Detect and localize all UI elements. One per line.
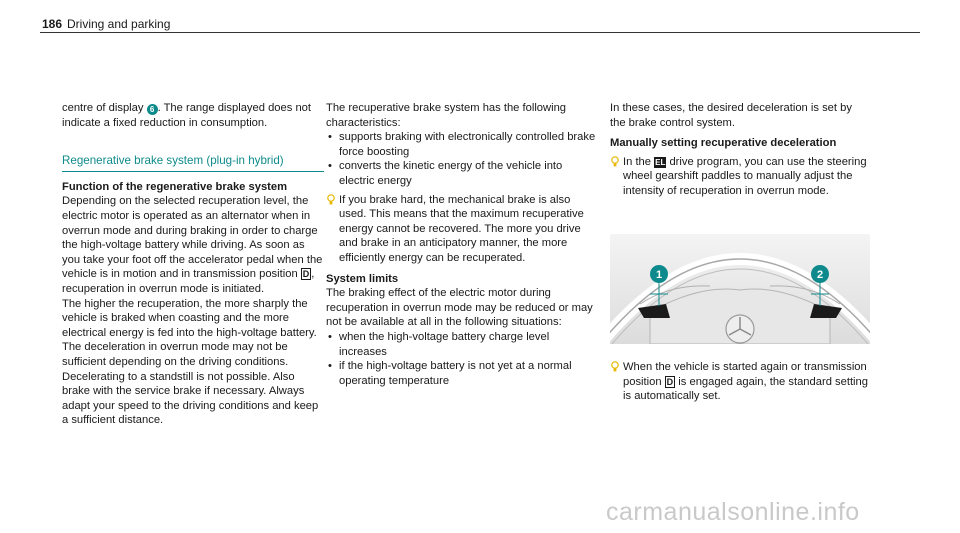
note2-text-b: is engaged again, the standard setting is automatically set.: [623, 375, 868, 403]
note-text: If you brake hard, the mechanical brake is also used. This means that the maximum recuperative energy cannot be recovered. The more you drive and brake in an anticipatory manner, the more efficiently energy can be recuperated.: [339, 193, 584, 264]
intro-paragraph: [62, 101, 324, 130]
callout-1-label: 1: [655, 269, 663, 281]
steering-wheel-illustration: [610, 234, 870, 344]
page-title: Driving and parking: [67, 17, 171, 31]
list-item: • converts the kinetic energy of the vehicle into electric energy: [326, 159, 596, 188]
para1-text-b: , recuperation in overrun mode is initiated.: [62, 268, 315, 295]
body-paragraph-3: The deceleration in overrun mode may not be sufficient depending on the driving conditions. Decelerating to a standstill is not possible. Also brake with the service brake if necessary. Always adapt your speed to the driving conditions and keep a sufficient distance.: [62, 341, 319, 427]
characteristics-list: [326, 130, 596, 188]
manual-setting-title: Manually setting recuperative deceleration: [610, 137, 837, 150]
info-icon: [610, 156, 620, 173]
body-paragraph-1: [62, 194, 324, 296]
subsection-title: Function of the regenerative brake system: [62, 180, 288, 193]
column-2: [326, 101, 596, 388]
note-text: [623, 155, 870, 199]
watermark: carmanualsonline.info: [606, 498, 860, 526]
note-block: [610, 155, 870, 199]
note-block: [610, 360, 870, 404]
callout-2-label: 2: [816, 269, 824, 281]
display-number-badge: 6: [147, 104, 158, 115]
steering-wheel-figure: [610, 234, 870, 344]
list-item: • supports braking with electronically controlled brake force boosting: [326, 130, 596, 159]
note1-text-b: drive program, you can use the steering wheel gearshift paddles to manually adjust the intensity of recuperation in overrun mode.: [623, 155, 867, 197]
info-icon: [326, 194, 336, 211]
system-limits-text: The braking effect of the electric motor during recuperation in overrun mode may be reduced or may not be available at all in the following situations:: [326, 287, 593, 329]
note2-text-a: When the vehicle is started again or transmission position: [623, 361, 867, 388]
list-item: • when the high-voltage battery charge level increases: [326, 330, 596, 359]
section-title: Regenerative brake system (plug-in hybrid): [62, 154, 324, 172]
characteristics-intro: The recuperative brake system has the following characteristics:: [326, 102, 567, 129]
system-limits-title: System limits: [326, 272, 399, 285]
intro-text-b: . The range displayed does not indicate a fixed reduction in consumption.: [62, 102, 311, 129]
gear-d-symbol: D: [666, 376, 674, 387]
info-icon: [610, 361, 620, 378]
column-3: [610, 101, 870, 199]
column-1: [62, 101, 324, 428]
body-paragraph-2: The higher the recuperation, the more sharply the vehicle is braked when coasting and the more electrical energy is fed into the high-voltage battery.: [62, 297, 317, 339]
header-rule: [40, 32, 920, 33]
page-number: 186: [42, 17, 63, 31]
note-text: [623, 360, 870, 404]
limits-list: [326, 330, 596, 388]
list-item: • if the high-voltage battery is not yet at a normal operating temperature: [326, 359, 596, 388]
cases-intro: In these cases, the desired deceleration is set by the brake control system.: [610, 102, 852, 129]
el-program-symbol: EL: [655, 157, 666, 167]
note-block: [326, 193, 596, 266]
column-3-lower: [610, 356, 870, 404]
gear-d-symbol: D: [302, 269, 310, 280]
para1-text-a: Depending on the selected recuperation level, the electric motor is operated as an alternator when in overrun mode and during braking in order to charge the high-voltage battery while driving. As soon as you take your foot off the accelerator pedal when the vehicle is in motion and in transmission position: [62, 195, 323, 281]
note1-text-a: In the: [623, 155, 655, 168]
intro-text-a: centre of display: [62, 102, 147, 114]
page-header: [40, 10, 920, 34]
